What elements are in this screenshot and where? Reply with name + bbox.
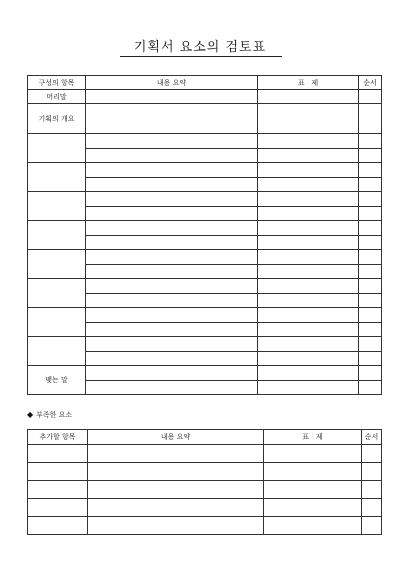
header-content-summary: 내용 요약 [86, 76, 258, 90]
heading-cell[interactable] [258, 352, 359, 366]
order-cell[interactable] [359, 149, 382, 163]
content-cell[interactable] [86, 134, 258, 149]
heading-cell[interactable] [258, 323, 359, 337]
item-cell[interactable] [28, 250, 86, 279]
heading-cell[interactable] [258, 178, 359, 192]
order-cell[interactable] [359, 323, 382, 337]
heading-cell[interactable] [258, 308, 359, 323]
content-cell[interactable] [86, 221, 258, 236]
order-cell[interactable] [359, 279, 382, 294]
item-cell[interactable] [28, 134, 86, 163]
order-cell[interactable] [362, 517, 382, 535]
order-cell[interactable] [362, 445, 382, 463]
order-cell[interactable] [359, 337, 382, 352]
content-cell[interactable] [88, 445, 264, 463]
item-cell[interactable] [28, 499, 88, 517]
content-cell[interactable] [86, 337, 258, 352]
content-cell[interactable] [86, 381, 258, 395]
table-row [28, 134, 382, 149]
title-underline [120, 56, 282, 57]
order-cell[interactable] [359, 134, 382, 149]
heading-cell[interactable] [258, 221, 359, 236]
diamond-icon: ◆ [27, 410, 34, 419]
item-cell[interactable] [28, 279, 86, 308]
content-cell[interactable] [86, 178, 258, 192]
review-table [27, 75, 382, 395]
heading-cell[interactable] [264, 445, 362, 463]
order-cell[interactable] [359, 352, 382, 366]
order-cell[interactable] [362, 499, 382, 517]
content-cell[interactable] [86, 352, 258, 366]
order-cell[interactable] [359, 163, 382, 178]
content-cell[interactable] [86, 90, 258, 104]
table-row [28, 481, 382, 499]
content-cell[interactable] [86, 308, 258, 323]
table-row [28, 250, 382, 265]
order-cell[interactable] [359, 308, 382, 323]
table-row [28, 104, 382, 134]
item-cell[interactable] [28, 445, 88, 463]
content-cell[interactable] [88, 517, 264, 535]
missing-elements-table [27, 429, 382, 535]
order-cell[interactable] [359, 250, 382, 265]
section-heading [27, 410, 72, 420]
content-cell[interactable] [86, 207, 258, 221]
item-cell[interactable] [28, 221, 86, 250]
table-row [28, 445, 382, 463]
order-cell[interactable] [359, 178, 382, 192]
heading-cell[interactable] [264, 481, 362, 499]
content-cell[interactable] [88, 463, 264, 481]
heading-cell[interactable] [258, 294, 359, 308]
heading-cell[interactable] [258, 279, 359, 294]
table-row [28, 463, 382, 481]
table-row [28, 192, 382, 207]
section-title: 부족한 요소 [36, 411, 73, 419]
table-row [28, 499, 382, 517]
heading-cell[interactable] [264, 499, 362, 517]
order-cell[interactable] [359, 265, 382, 279]
header-heading: 표 제 [264, 430, 362, 445]
header-content-summary: 내용 요약 [88, 430, 264, 445]
header-order: 순서 [359, 76, 382, 90]
order-cell[interactable] [359, 104, 382, 134]
header-heading: 표 제 [258, 76, 359, 90]
content-cell[interactable] [86, 192, 258, 207]
heading-cell[interactable] [258, 149, 359, 163]
row-label-overview: 기획의 개요 [28, 104, 86, 134]
heading-cell[interactable] [258, 236, 359, 250]
heading-cell[interactable] [264, 463, 362, 481]
heading-cell[interactable] [258, 192, 359, 207]
content-cell[interactable] [86, 250, 258, 265]
content-cell[interactable] [88, 499, 264, 517]
item-cell[interactable] [28, 463, 88, 481]
table-row [28, 279, 382, 294]
table-header-row [28, 76, 382, 90]
order-cell[interactable] [359, 381, 382, 395]
row-label-closing: 맺는 말 [28, 366, 86, 395]
content-cell[interactable] [86, 366, 258, 381]
heading-cell[interactable] [258, 90, 359, 104]
heading-cell[interactable] [258, 265, 359, 279]
table-row [28, 366, 382, 381]
heading-cell[interactable] [264, 517, 362, 535]
item-cell[interactable] [28, 517, 88, 535]
item-cell[interactable] [28, 337, 86, 366]
content-cell[interactable] [88, 481, 264, 499]
item-cell[interactable] [28, 308, 86, 337]
page-title: 기획서 요소의 검토표 [133, 40, 267, 55]
row-label-preface: 머리말 [28, 90, 86, 104]
content-cell[interactable] [86, 236, 258, 250]
table-row [28, 517, 382, 535]
content-cell[interactable] [86, 163, 258, 178]
header-order: 순서 [362, 430, 382, 445]
heading-cell[interactable] [258, 163, 359, 178]
table-row [28, 163, 382, 178]
content-cell[interactable] [86, 279, 258, 294]
content-cell[interactable] [86, 104, 258, 134]
header-additional-item: 추가할 항목 [28, 430, 88, 445]
order-cell[interactable] [359, 90, 382, 104]
item-cell[interactable] [28, 192, 86, 221]
item-cell[interactable] [28, 163, 86, 192]
heading-cell[interactable] [258, 250, 359, 265]
item-cell[interactable] [28, 481, 88, 499]
header-component-item: 구성의 항목 [28, 76, 86, 90]
content-cell[interactable] [86, 323, 258, 337]
table-row [28, 221, 382, 236]
heading-cell[interactable] [258, 134, 359, 149]
table-header-row [28, 430, 382, 445]
heading-cell[interactable] [258, 104, 359, 134]
order-cell[interactable] [362, 463, 382, 481]
content-cell[interactable] [86, 149, 258, 163]
order-cell[interactable] [362, 481, 382, 499]
order-cell[interactable] [359, 236, 382, 250]
content-cell[interactable] [86, 294, 258, 308]
table-row [28, 308, 382, 323]
heading-cell[interactable] [258, 337, 359, 352]
order-cell[interactable] [359, 192, 382, 207]
order-cell[interactable] [359, 294, 382, 308]
order-cell[interactable] [359, 207, 382, 221]
table-row [28, 90, 382, 104]
table-row [28, 337, 382, 352]
heading-cell[interactable] [258, 366, 359, 381]
order-cell[interactable] [359, 366, 382, 381]
heading-cell[interactable] [258, 207, 359, 221]
order-cell[interactable] [359, 221, 382, 236]
content-cell[interactable] [86, 265, 258, 279]
heading-cell[interactable] [258, 381, 359, 395]
